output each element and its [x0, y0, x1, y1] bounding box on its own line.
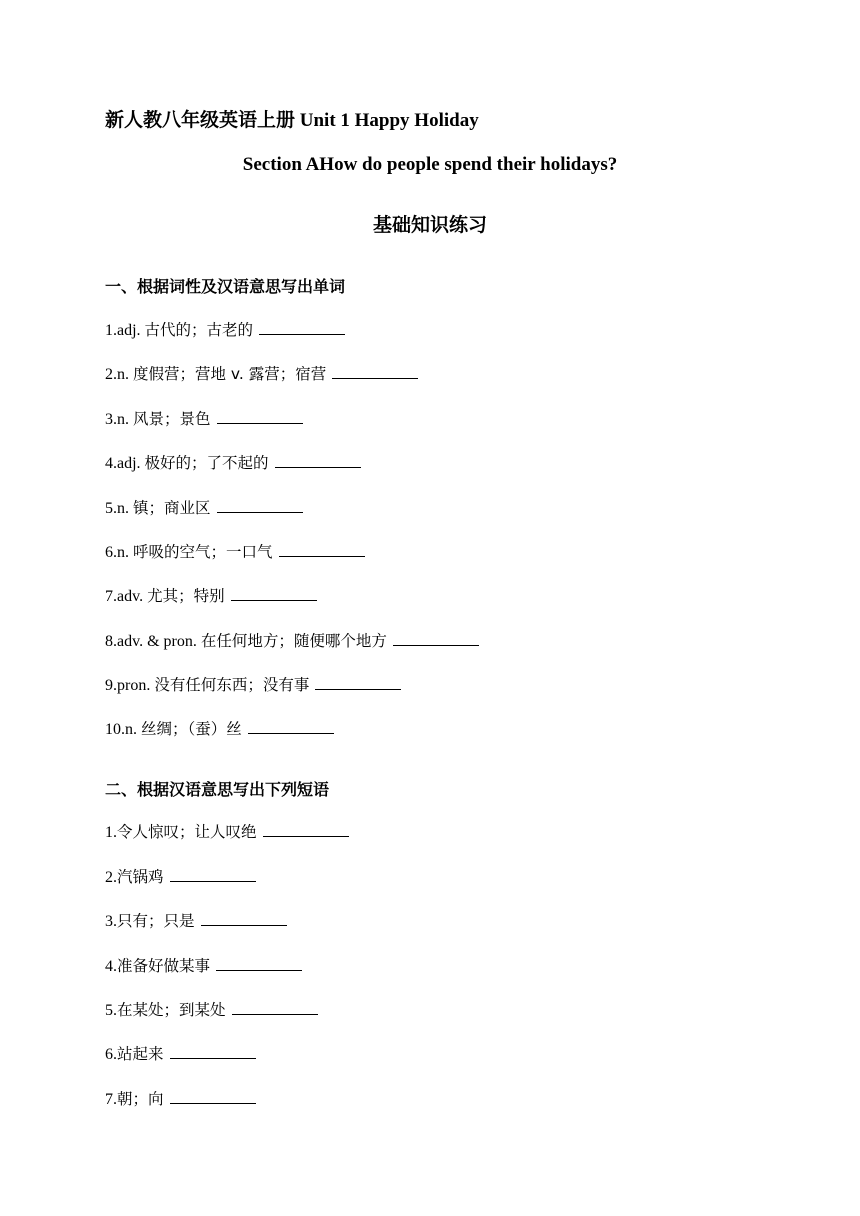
item-number: 1.	[105, 824, 117, 841]
section2-item	[105, 1043, 256, 1065]
item-text: 镇；商业区	[133, 499, 211, 517]
item-text: 令人惊叹；让人叹绝	[117, 823, 257, 841]
item-text: 极好的；了不起的	[144, 454, 269, 472]
section1-item	[105, 674, 401, 696]
section1-item	[105, 718, 334, 740]
section1-item	[105, 452, 361, 474]
answer-blank[interactable]	[232, 999, 318, 1015]
item-text: 朝；向	[117, 1090, 164, 1108]
answer-blank[interactable]	[201, 910, 287, 926]
answer-blank[interactable]	[393, 630, 479, 646]
section2-item	[105, 866, 256, 888]
section1-item	[105, 319, 345, 341]
item-text: 风景；景色	[133, 410, 211, 428]
item-number: 9.pron.	[105, 677, 155, 694]
item-number: 7.	[105, 1091, 117, 1108]
answer-blank[interactable]	[217, 497, 303, 513]
item-text: 在任何地方；随便哪个地方	[200, 632, 387, 650]
section1-item	[105, 585, 317, 607]
section2-item	[105, 821, 349, 843]
item-number: 4.	[105, 958, 117, 975]
section2-item	[105, 955, 302, 977]
item-number: 6.n.	[105, 544, 133, 561]
section1-item	[105, 630, 479, 652]
item-text: 丝绸；（蚕）丝	[141, 720, 242, 738]
answer-blank[interactable]	[248, 718, 334, 734]
item-number: 5.n.	[105, 500, 133, 517]
item-text: 呼吸的空气；一口气	[133, 543, 273, 561]
answer-blank[interactable]	[263, 821, 349, 837]
item-text: 尤其；特别	[147, 587, 225, 605]
answer-blank[interactable]	[170, 1043, 256, 1059]
section2-heading: 二、根据汉语意思写出下列短语	[105, 780, 330, 799]
item-number: 10.n.	[105, 721, 141, 738]
item-number: 2.	[105, 869, 117, 886]
item-text: 只有；只是	[117, 912, 195, 930]
section2-item	[105, 1088, 256, 1110]
practice-heading: 基础知识练习	[372, 214, 487, 236]
section2-item	[105, 910, 287, 932]
answer-blank[interactable]	[170, 1088, 256, 1104]
answer-blank[interactable]	[279, 541, 365, 557]
item-number: 7.adv.	[105, 588, 148, 605]
section1-item	[105, 408, 303, 430]
section1-item	[105, 497, 303, 519]
answer-blank[interactable]	[315, 674, 401, 690]
item-text: 站起来	[117, 1045, 164, 1063]
answer-blank[interactable]	[275, 452, 361, 468]
section1-item	[105, 541, 365, 563]
item-number: 3.n.	[105, 411, 133, 428]
item-number: 3.	[105, 913, 117, 930]
item-text: 古代的；古老的	[144, 321, 254, 339]
item-number: 5.	[105, 1002, 117, 1019]
section-subtitle: Section AHow do people spend their holidays?	[242, 154, 618, 175]
section2-item	[105, 999, 318, 1021]
item-text: 在某处；到某处	[117, 1001, 226, 1019]
section1-item	[105, 363, 418, 385]
item-number: 2.n.	[105, 366, 133, 383]
answer-blank[interactable]	[216, 955, 302, 971]
answer-blank[interactable]	[259, 319, 345, 335]
section1-heading: 一、根据词性及汉语意思写出单词	[105, 277, 346, 296]
document-title: 新人教八年级英语上册 Unit 1 Happy Holiday	[105, 110, 479, 131]
item-number: 8.adv. & pron.	[105, 633, 201, 650]
item-text: 汽锅鸡	[117, 868, 164, 886]
item-text: 度假营；营地 v. 露营；宿营	[133, 365, 327, 383]
item-number: 4.adj.	[105, 455, 145, 472]
answer-blank[interactable]	[231, 585, 317, 601]
item-text: 没有任何东西；没有事	[154, 676, 310, 694]
answer-blank[interactable]	[217, 408, 303, 424]
item-number: 6.	[105, 1046, 117, 1063]
item-number: 1.adj.	[105, 322, 145, 339]
answer-blank[interactable]	[332, 363, 418, 379]
answer-blank[interactable]	[170, 866, 256, 882]
item-text: 准备好做某事	[117, 957, 211, 975]
